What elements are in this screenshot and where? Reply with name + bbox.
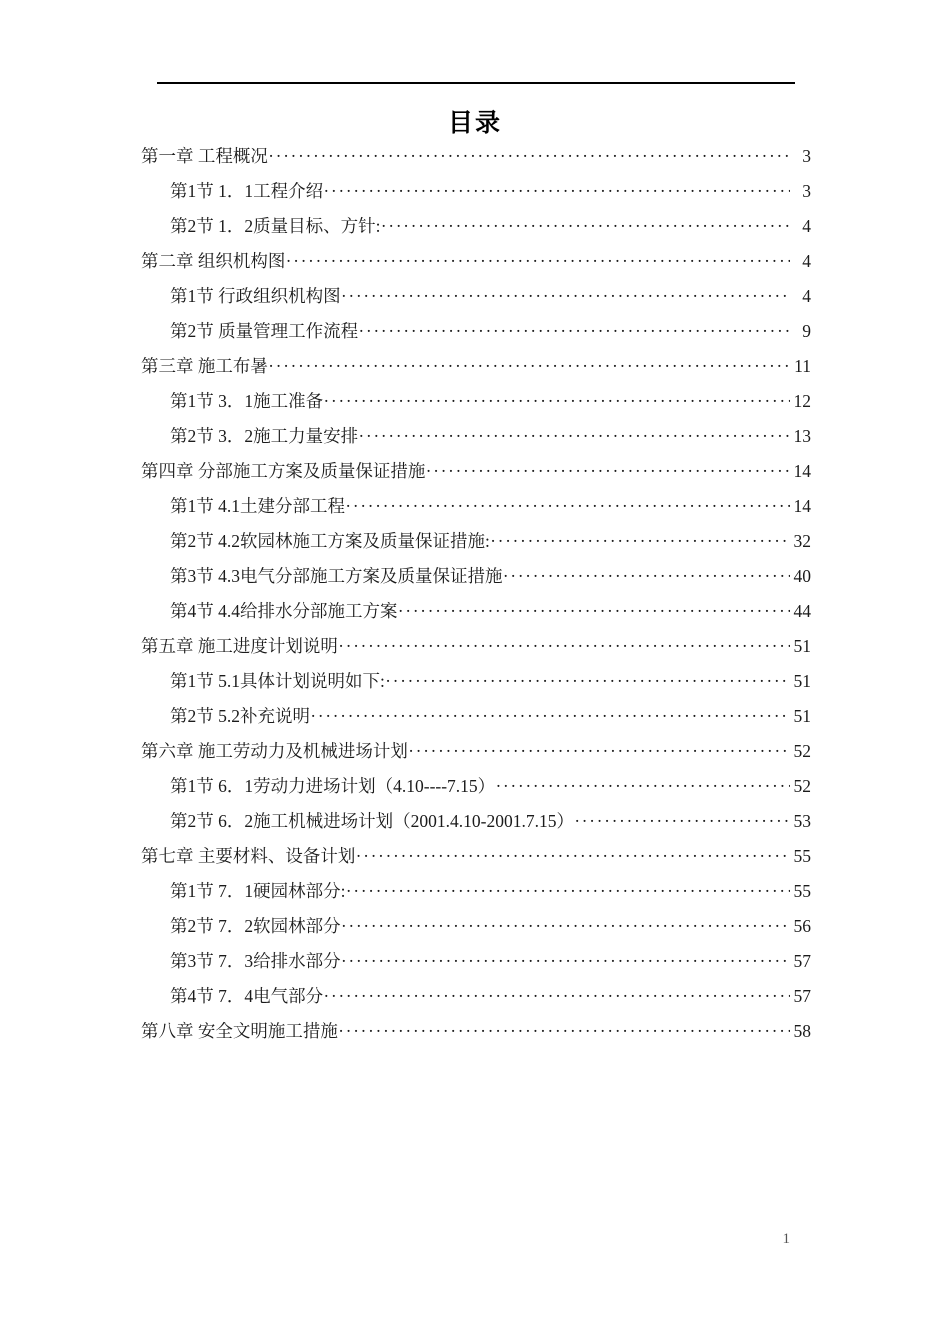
toc-dot-leader bbox=[356, 845, 790, 863]
toc-entry-page-number: 40 bbox=[793, 566, 811, 586]
toc-section-row[interactable] bbox=[0, 563, 950, 598]
toc-entry-label: 第4节 7．4电气部分 bbox=[170, 986, 324, 1006]
toc-entry-page-number: 13 bbox=[793, 426, 811, 446]
toc-section-row[interactable] bbox=[0, 213, 950, 248]
toc-section-row[interactable] bbox=[0, 913, 950, 948]
toc-dot-leader bbox=[575, 810, 790, 828]
toc-entry-label: 第二章 组织机构图 bbox=[141, 251, 286, 271]
toc-entry-page-number: 3 bbox=[802, 146, 811, 166]
toc-entry-page-number: 55 bbox=[793, 881, 811, 901]
toc-chapter-row[interactable] bbox=[0, 843, 950, 878]
toc-entry-label: 第2节 4.2软园林施工方案及质量保证措施: bbox=[170, 531, 490, 551]
toc-dot-leader bbox=[342, 950, 790, 968]
toc-dot-leader bbox=[324, 985, 790, 1003]
toc-section-row[interactable] bbox=[0, 283, 950, 318]
toc-chapter-row[interactable] bbox=[0, 143, 950, 178]
toc-dot-leader bbox=[359, 425, 790, 443]
toc-section-row[interactable] bbox=[0, 948, 950, 983]
toc-section-row[interactable] bbox=[0, 878, 950, 913]
toc-entry-label: 第1节 7．1硬园林部分: bbox=[170, 881, 346, 901]
toc-entry-label: 第2节 3．2施工力量安排 bbox=[170, 426, 359, 446]
toc-entry-label: 第3节 4.3电气分部施工方案及质量保证措施 bbox=[170, 566, 503, 586]
toc-dot-leader bbox=[409, 740, 790, 758]
toc-entry-page-number: 58 bbox=[793, 1021, 811, 1041]
toc-entry-page-number: 51 bbox=[793, 671, 811, 691]
toc-section-row[interactable] bbox=[0, 528, 950, 563]
toc-entry-label: 第2节 1．2质量目标、方针: bbox=[170, 216, 381, 236]
toc-section-row[interactable] bbox=[0, 388, 950, 423]
toc-entry-page-number: 44 bbox=[793, 601, 811, 621]
toc-entry-page-number: 56 bbox=[793, 916, 811, 936]
toc-entry-page-number: 51 bbox=[793, 706, 811, 726]
toc-entry-page-number: 3 bbox=[802, 181, 811, 201]
toc-dot-leader bbox=[342, 915, 790, 933]
toc-chapter-row[interactable] bbox=[0, 248, 950, 283]
toc-dot-leader bbox=[386, 670, 790, 688]
toc-section-row[interactable] bbox=[0, 773, 950, 808]
toc-section-row[interactable] bbox=[0, 668, 950, 703]
toc-dot-leader bbox=[359, 320, 790, 338]
toc-entry-label: 第六章 施工劳动力及机械进场计划 bbox=[141, 741, 408, 761]
toc-entry-label: 第1节 1．1工程介绍 bbox=[170, 181, 324, 201]
toc-section-row[interactable] bbox=[0, 598, 950, 633]
toc-entry-page-number: 4 bbox=[802, 216, 811, 236]
toc-entry-page-number: 55 bbox=[793, 846, 811, 866]
footer-page-number: 1 bbox=[782, 1231, 790, 1247]
table-of-contents bbox=[0, 143, 950, 1053]
toc-entry-label: 第4节 4.4给排水分部施工方案 bbox=[170, 601, 398, 621]
toc-section-row[interactable] bbox=[0, 703, 950, 738]
toc-entry-label: 第一章 工程概况 bbox=[141, 146, 268, 166]
header-rule bbox=[157, 82, 795, 84]
toc-dot-leader bbox=[324, 180, 790, 198]
toc-section-row[interactable] bbox=[0, 423, 950, 458]
toc-entry-label: 第1节 行政组织机构图 bbox=[170, 286, 341, 306]
toc-entry-page-number: 57 bbox=[793, 951, 811, 971]
toc-entry-page-number: 51 bbox=[793, 636, 811, 656]
toc-section-row[interactable] bbox=[0, 493, 950, 528]
toc-entry-page-number: 4 bbox=[802, 286, 811, 306]
toc-entry-page-number: 57 bbox=[793, 986, 811, 1006]
toc-dot-leader bbox=[382, 215, 791, 233]
toc-entry-label: 第八章 安全文明施工措施 bbox=[141, 1021, 338, 1041]
toc-dot-leader bbox=[342, 285, 790, 303]
page-title: 目录 bbox=[447, 108, 502, 137]
toc-entry-label: 第2节 5.2补充说明 bbox=[170, 706, 310, 726]
toc-chapter-row[interactable] bbox=[0, 738, 950, 773]
toc-entry-label: 第五章 施工进度计划说明 bbox=[141, 636, 338, 656]
toc-entry-page-number: 52 bbox=[793, 741, 811, 761]
toc-dot-leader bbox=[491, 530, 790, 548]
toc-dot-leader bbox=[399, 600, 791, 618]
toc-chapter-row[interactable] bbox=[0, 458, 950, 493]
toc-chapter-row[interactable] bbox=[0, 1018, 950, 1053]
toc-entry-page-number: 11 bbox=[794, 356, 811, 376]
toc-dot-leader bbox=[426, 460, 790, 478]
toc-dot-leader bbox=[346, 495, 790, 513]
toc-entry-label: 第三章 施工布暑 bbox=[141, 356, 268, 376]
toc-section-row[interactable] bbox=[0, 178, 950, 213]
toc-dot-leader bbox=[339, 1020, 790, 1038]
toc-section-row[interactable] bbox=[0, 808, 950, 843]
toc-section-row[interactable] bbox=[0, 983, 950, 1018]
toc-entry-page-number: 32 bbox=[793, 531, 811, 551]
toc-entry-label: 第1节 5.1具体计划说明如下: bbox=[170, 671, 385, 691]
toc-entry-label: 第3节 7．3给排水部分 bbox=[170, 951, 341, 971]
toc-dot-leader bbox=[496, 775, 790, 793]
toc-entry-page-number: 53 bbox=[793, 811, 811, 831]
toc-entry-page-number: 12 bbox=[793, 391, 811, 411]
toc-dot-leader bbox=[347, 880, 791, 898]
toc-entry-page-number: 4 bbox=[802, 251, 811, 271]
toc-dot-leader bbox=[286, 250, 790, 268]
toc-entry-page-number: 14 bbox=[793, 496, 811, 516]
toc-entry-label: 第1节 4.1土建分部工程 bbox=[170, 496, 345, 516]
toc-chapter-row[interactable] bbox=[0, 353, 950, 388]
toc-chapter-row[interactable] bbox=[0, 633, 950, 668]
toc-entry-label: 第2节 质量管理工作流程 bbox=[170, 321, 359, 341]
toc-entry-label: 第1节 6．1劳动力进场计划（4.10----7.15） bbox=[170, 776, 496, 796]
toc-dot-leader bbox=[324, 390, 790, 408]
toc-entry-label: 第2节 7．2软园林部分 bbox=[170, 916, 341, 936]
toc-dot-leader bbox=[339, 635, 790, 653]
toc-entry-page-number: 14 bbox=[793, 461, 811, 481]
toc-entry-label: 第2节 6．2施工机械进场计划（2001.4.10-2001.7.15） bbox=[170, 811, 574, 831]
toc-entry-label: 第四章 分部施工方案及质量保证措施 bbox=[141, 461, 426, 481]
toc-entry-page-number: 9 bbox=[802, 321, 811, 341]
toc-entry-label: 第七章 主要材料、设备计划 bbox=[141, 846, 356, 866]
toc-dot-leader bbox=[269, 145, 790, 163]
toc-dot-leader bbox=[269, 355, 790, 373]
toc-entry-label: 第1节 3．1施工准备 bbox=[170, 391, 324, 411]
toc-section-row[interactable] bbox=[0, 318, 950, 353]
toc-dot-leader bbox=[311, 705, 790, 723]
toc-entry-page-number: 52 bbox=[793, 776, 811, 796]
toc-dot-leader bbox=[504, 565, 791, 583]
